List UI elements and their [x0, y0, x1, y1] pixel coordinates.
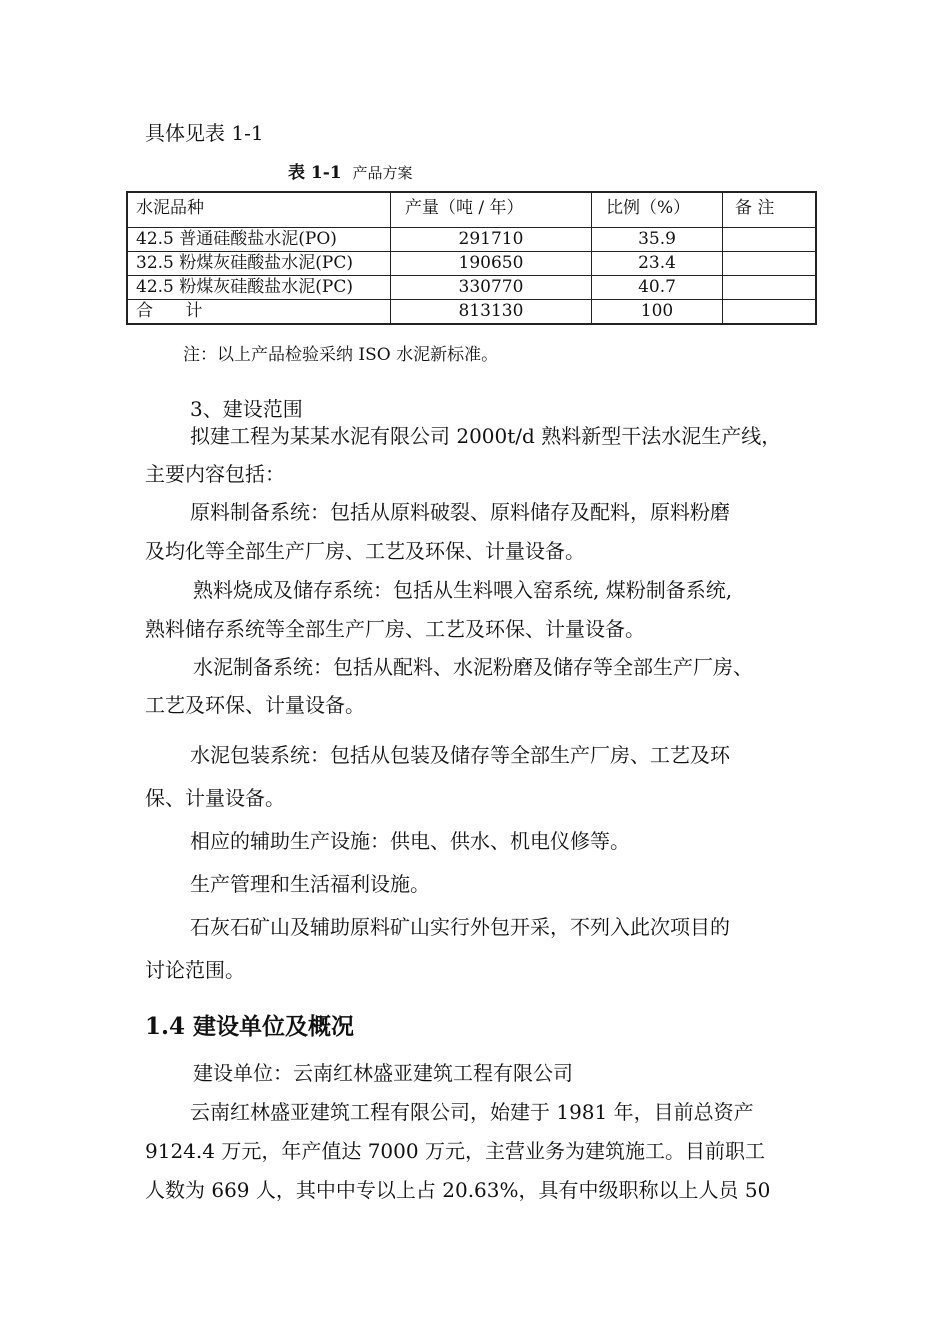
table-cell: 190650 [391, 252, 592, 276]
table-cell: 35.9 [592, 228, 723, 252]
table-row [127, 276, 816, 300]
paragraph-line: 拟建工程为某某水泥有限公司 2000t/d 熟料新型干法水泥生产线， [190, 424, 782, 448]
paragraph-line: 保、计量设备。 [145, 786, 285, 810]
table-cell: 40.7 [592, 276, 723, 300]
table-cell: 23.4 [592, 252, 723, 276]
paragraph-line: 及均化等全部生产厂房、工艺及环保、计量设备。 [145, 539, 585, 563]
table-cell [723, 276, 817, 300]
paragraph-line: 相应的辅助生产设施：供电、供水、机电仪修等。 [190, 829, 630, 853]
table-cell [723, 300, 817, 325]
paragraph-line: 水泥制备系统：包括从配料、水泥粉磨及储存等全部生产厂房、 [193, 655, 753, 679]
table-cell: 合 计 [127, 300, 391, 325]
paragraph-line: 建设单位：云南红林盛亚建筑工程有限公司 [193, 1061, 573, 1085]
paragraph-line: 9124.4 万元，年产值达 7000 万元，主营业务为建筑施工。目前职工 [145, 1139, 765, 1163]
section-heading: 3、建设范围 [190, 397, 303, 421]
table-number: 表 1-1 [288, 163, 342, 183]
product-table [126, 191, 817, 325]
header-cell: 产量（吨 / 年） [391, 192, 592, 228]
table-header-row [127, 192, 816, 228]
header-cell: 水泥品种 [127, 192, 391, 228]
paragraph-line: 原料制备系统：包括从原料破裂、原料储存及配料，原料粉磨 [190, 500, 730, 524]
table-note: 注：以上产品检验采纳 ISO 水泥新标准。 [183, 345, 499, 365]
header-cell: 比例（%） [592, 192, 723, 228]
table-cell: 291710 [391, 228, 592, 252]
paragraph-line: 石灰石矿山及辅助原料矿山实行外包开采，不列入此次项目的 [190, 915, 730, 939]
paragraph-line: 工艺及环保、计量设备。 [145, 693, 365, 717]
table-title: 产品方案 [352, 164, 413, 182]
table-row [127, 228, 816, 252]
table-cell: 42.5 普通硅酸盐水泥(PO) [127, 228, 391, 252]
table-cell: 100 [592, 300, 723, 325]
table-cell: 330770 [391, 276, 592, 300]
table-cell [723, 252, 817, 276]
table-caption [288, 158, 412, 183]
paragraph-line: 主要内容包括： [145, 462, 285, 486]
table-total-row [127, 300, 816, 325]
paragraph-line: 熟料储存系统等全部生产厂房、工艺及环保、计量设备。 [145, 617, 645, 641]
paragraph-line: 水泥包装系统：包括从包装及储存等全部生产厂房、工艺及环 [190, 743, 730, 767]
table-cell [723, 228, 817, 252]
paragraph-line: 云南红林盛亚建筑工程有限公司，始建于 1981 年，目前总资产 [190, 1100, 754, 1124]
paragraph-line: 讨论范围。 [145, 958, 245, 982]
section-1-4-heading: 1.4 建设单位及概况 [145, 1013, 355, 1040]
table-cell: 32.5 粉煤灰硅酸盐水泥(PC) [127, 252, 391, 276]
table-cell: 813130 [391, 300, 592, 325]
intro-text: 具体见表 1-1 [145, 121, 264, 145]
paragraph-line: 熟料烧成及储存系统：包括从生料喂入窑系统, 煤粉制备系统, [193, 578, 733, 602]
table-row [127, 252, 816, 276]
header-cell: 备 注 [723, 192, 817, 228]
paragraph-line: 生产管理和生活福利设施。 [190, 872, 430, 896]
paragraph-line: 人数为 669 人，其中中专以上占 20.63%，具有中级职称以上人员 50 [145, 1178, 771, 1202]
table-cell: 42.5 粉煤灰硅酸盐水泥(PC) [127, 276, 391, 300]
